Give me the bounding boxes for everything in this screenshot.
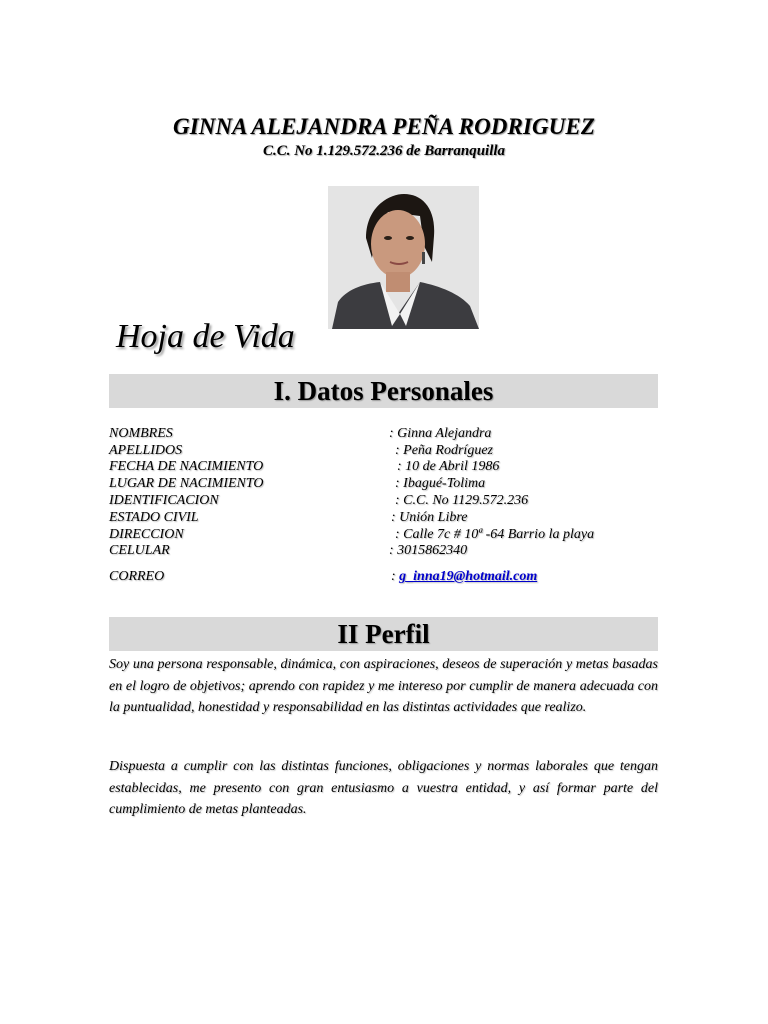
field-row [109,475,669,492]
field-value: : Peña Rodríguez [395,443,493,458]
field-label: CORREO [109,569,165,584]
field-value: : 3015862340 [389,543,468,558]
field-value: : Ibagué-Tolima [395,476,486,491]
field-label: DIRECCION [109,527,184,542]
field-value [391,568,537,585]
field-value: : Calle 7c # 10ª -64 Barrio la playa [395,527,595,542]
field-row [109,509,669,526]
applicant-name: GINNA ALEJANDRA PEÑA RODRIGUEZ [173,114,595,139]
email-link[interactable]: g_inna19@hotmail.com [399,569,538,584]
profile-paragraph: Soy una persona responsable, dinámica, con aspiraciones, deseos de superación y metas basadas en el logro de objetivos; aprendo con rapidez y me intereso por cumplir de manera adecuada con la puntualidad, honestidad y responsabilidad en las distintas actividades que realizo. [109,657,658,716]
email-prefix: : [391,569,400,584]
field-row [109,542,669,559]
profile-paragraph: Dispuesta a cumplir con las distintas funciones, obligaciones y normas laborales que tengan establecidas, me presento con gran entusiasmo a vuestra entidad, y así formar parte del cumplimiento de metas planteadas. [109,759,658,818]
field-label: CELULAR [109,543,170,558]
field-row [109,442,669,459]
field-label: LUGAR DE NACIMIENTO [109,476,264,491]
field-row [109,458,669,475]
section-heading-personal: I. Datos Personales [109,374,658,408]
field-value: : Ginna Alejandra [389,426,492,441]
field-label: APELLIDOS [109,443,183,458]
field-row [109,425,669,442]
applicant-photo [328,186,479,329]
field-row [109,526,669,543]
section-heading-profile: II Perfil [109,617,658,651]
field-value: : 10 de Abril 1986 [397,459,500,474]
field-row [109,492,669,509]
field-label: NOMBRES [109,426,173,441]
field-value: : C.C. No 1129.572.236 [395,493,529,508]
field-label: ESTADO CIVIL [109,510,199,525]
field-row-email [109,568,669,585]
field-label: FECHA DE NACIMIENTO [109,459,264,474]
field-value: : Unión Libre [391,510,468,525]
applicant-id-line: C.C. No 1.129.572.236 de Barranquilla [262,143,506,159]
field-label: IDENTIFICACION [109,493,219,508]
document-title: Hoja de Vida [116,318,295,355]
